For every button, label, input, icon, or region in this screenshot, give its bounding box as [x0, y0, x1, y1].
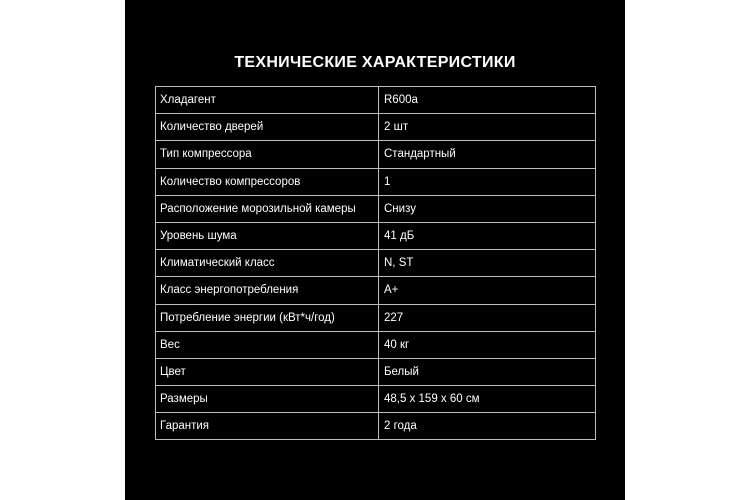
table-row: [156, 222, 596, 249]
table-row: [156, 386, 596, 413]
spec-value: Снизу: [379, 195, 596, 222]
spec-value: 1: [379, 168, 596, 195]
table-row: [156, 141, 596, 168]
table-row: [156, 195, 596, 222]
spec-name: Цвет: [156, 358, 379, 385]
spec-name: Тип компрессора: [156, 141, 379, 168]
spec-name: Расположение морозильной камеры: [156, 195, 379, 222]
spec-value: 48,5 x 159 x 60 см: [379, 386, 596, 413]
spec-value: Белый: [379, 358, 596, 385]
spec-name: Хладагент: [156, 87, 379, 114]
spec-table: [155, 86, 596, 440]
page-title: ТЕХНИЧЕСКИЕ ХАРАКТЕРИСТИКИ: [234, 54, 516, 71]
table-row: [156, 304, 596, 331]
table-row: [156, 168, 596, 195]
spec-value: A+: [379, 277, 596, 304]
table-row: [156, 358, 596, 385]
spec-value: 40 кг: [379, 331, 596, 358]
spec-name: Количество компрессоров: [156, 168, 379, 195]
spec-name: Размеры: [156, 386, 379, 413]
spec-name: Климатический класс: [156, 250, 379, 277]
table-row: [156, 277, 596, 304]
spec-value: 41 дБ: [379, 222, 596, 249]
spec-name: Уровень шума: [156, 222, 379, 249]
table-row: [156, 114, 596, 141]
table-row: [156, 413, 596, 440]
spec-value: Стандартный: [379, 141, 596, 168]
spec-value: N, ST: [379, 250, 596, 277]
spec-value: 2 года: [379, 413, 596, 440]
spec-name: Потребление энергии (кВт*ч/год): [156, 304, 379, 331]
spec-name: Количество дверей: [156, 114, 379, 141]
spec-value: 2 шт: [379, 114, 596, 141]
spec-name: Вес: [156, 331, 379, 358]
table-row: [156, 250, 596, 277]
spec-name: Класс энергопотребления: [156, 277, 379, 304]
spec-sheet: [125, 0, 625, 500]
spec-value: R600a: [379, 87, 596, 114]
spec-name: Гарантия: [156, 413, 379, 440]
table-row: [156, 87, 596, 114]
spec-value: 227: [379, 304, 596, 331]
table-row: [156, 331, 596, 358]
